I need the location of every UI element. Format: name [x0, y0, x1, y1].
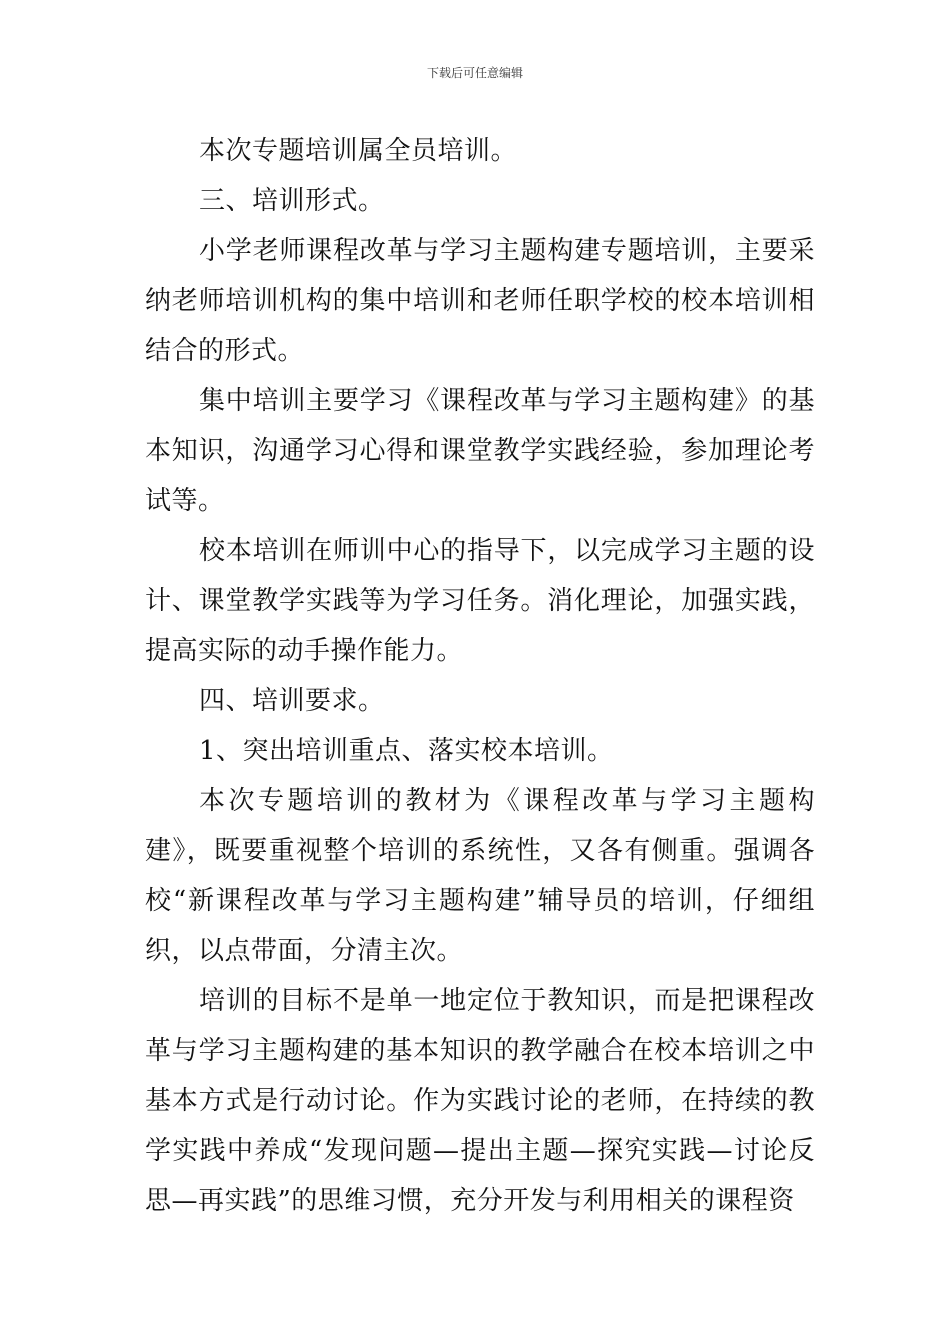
paragraph-training-materials: 本次专题培训的教材为《课程改革与学习主题构建》，既要重视整个培训的系统性，又各有侧重。强调各校“新课程改革与学习主题构建”辅导员的培训，仔细组织，以点带面，分清主次。: [145, 786, 815, 966]
paragraph-training-form: 小学老师课程改革与学习主题构建专题培训，主要采纳老师培训机构的集中培训和老师任职学校的校本培训相结合的形式。: [145, 236, 815, 366]
subsection-heading-focus: 1、突出培训重点、落实校本培训。: [199, 736, 614, 766]
paragraph-training-goal: 培训的目标不是单一地定位于教知识，而是把课程改革与学习主题构建的基本知识的教学融合在校本培训之中基本方式是行动讨论。作为实践讨论的老师，在持续的教学实践中养成“发现问题—提出主题—探究实践—讨论反思—再实践”的思维习惯，充分开发与利用相关的课程资: [145, 986, 815, 1216]
section-heading-training-form: 三、培训形式。: [199, 186, 385, 216]
section-heading-training-requirements: 四、培训要求。: [199, 686, 385, 716]
paragraph-school-based-training: 校本培训在师训中心的指导下，以完成学习主题的设计、课堂教学实践等为学习任务。消化理论，加强实践，提高实际的动手操作能力。: [145, 536, 815, 666]
paragraph-centralized-training: 集中培训主要学习《课程改革与学习主题构建》的基本知识，沟通学习心得和课堂教学实践经验，参加理论考试等。: [145, 386, 815, 516]
page-header: 下载后可任意编辑: [426, 66, 523, 80]
paragraph-training-scope: 本次专题培训属全员培训。: [199, 136, 518, 166]
document-body: [145, 126, 815, 1226]
